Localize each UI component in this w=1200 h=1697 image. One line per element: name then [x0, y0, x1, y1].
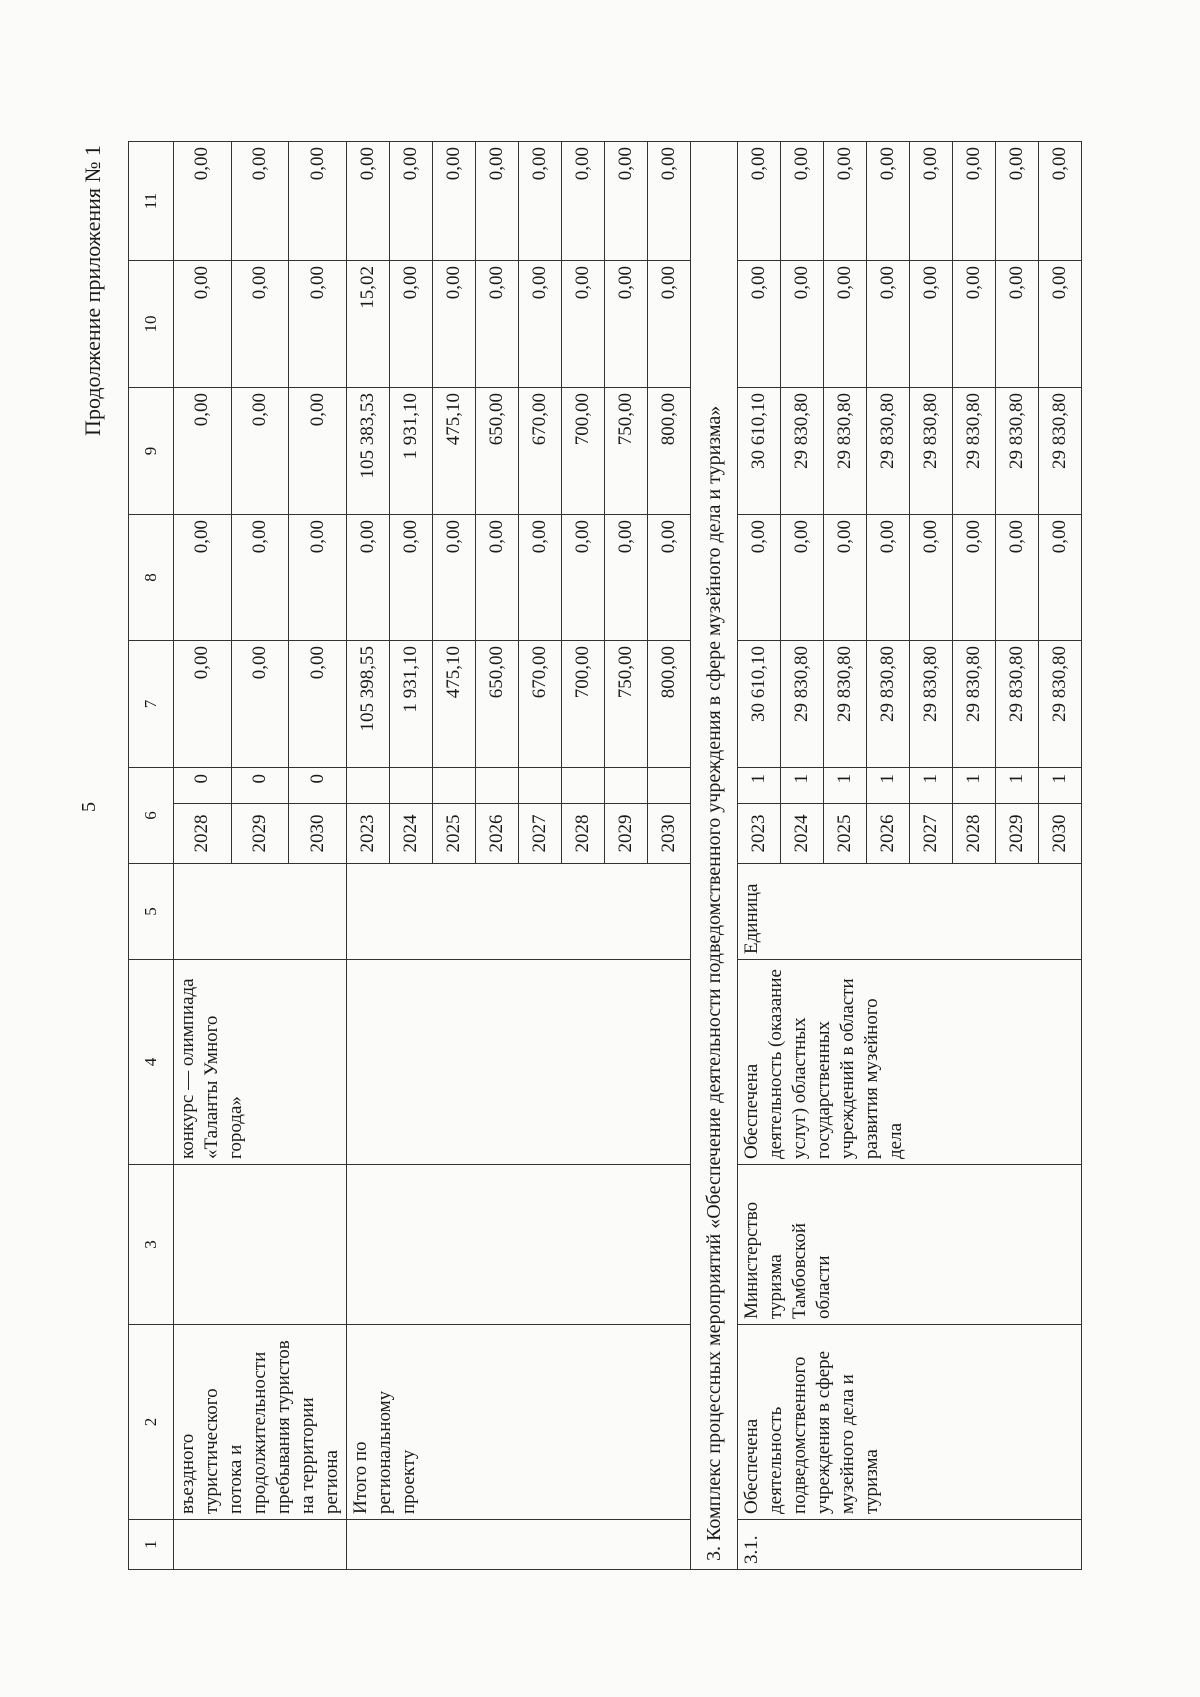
- federal-cell: 0,00: [867, 515, 910, 641]
- result-name-cell: въездного туристического потока и продолжительности пребывания туристов на территории региона: [174, 1325, 347, 1520]
- federal-cell: 0,00: [996, 515, 1039, 641]
- indicator-value-cell: 1: [1039, 768, 1082, 804]
- regional-cell: 29 830,80: [781, 388, 824, 515]
- total-cell: 30 610,10: [738, 641, 781, 768]
- indicator-value-cell: [433, 768, 476, 804]
- federal-cell: 0,00: [910, 515, 953, 641]
- col-header-4: 4: [129, 960, 174, 1165]
- municipal-cell: 0,00: [781, 261, 824, 388]
- col-header-1: 1: [129, 1520, 174, 1570]
- other-cell: 0,00: [174, 142, 232, 261]
- regional-cell: 750,00: [605, 388, 648, 515]
- regional-cell: 0,00: [289, 388, 347, 515]
- regional-cell: 650,00: [476, 388, 519, 515]
- page-number: 5: [78, 802, 100, 812]
- total-cell: 1 931,10: [390, 641, 433, 768]
- responsible-cell: Министерство туризма Тамбовской области: [738, 1165, 1082, 1325]
- regional-cell: 29 830,80: [824, 388, 867, 515]
- indicator-value-cell: 1: [953, 768, 996, 804]
- total-cell: 105 398,55: [347, 641, 390, 768]
- appendix-caption: Продолжение приложения № 1: [80, 145, 105, 436]
- regional-cell: 800,00: [648, 388, 691, 515]
- total-label-cell: Итого по региональному проекту: [347, 1325, 691, 1520]
- federal-cell: 0,00: [781, 515, 824, 641]
- year-cell: 2030: [648, 804, 691, 864]
- regional-cell: 30 610,10: [738, 388, 781, 515]
- municipal-cell: 0,00: [824, 261, 867, 388]
- indicator-value-cell: [562, 768, 605, 804]
- col-header-8: 8: [129, 515, 174, 641]
- indicator-value-cell: 0: [289, 768, 347, 804]
- federal-cell: 0,00: [519, 515, 562, 641]
- budget-table: [128, 141, 1082, 1570]
- year-cell: 2025: [824, 804, 867, 864]
- indicator-value-cell: 1: [910, 768, 953, 804]
- municipal-cell: 0,00: [231, 261, 289, 388]
- municipal-cell: 0,00: [738, 261, 781, 388]
- federal-cell: 0,00: [433, 515, 476, 641]
- municipal-cell: 0,00: [390, 261, 433, 388]
- federal-cell: 0,00: [174, 515, 232, 641]
- other-cell: 0,00: [738, 142, 781, 261]
- row-number-cell: [347, 1520, 691, 1570]
- municipal-cell: 0,00: [1039, 261, 1082, 388]
- year-cell: 2024: [781, 804, 824, 864]
- municipal-cell: 0,00: [476, 261, 519, 388]
- federal-cell: 0,00: [289, 515, 347, 641]
- year-cell: 2023: [738, 804, 781, 864]
- federal-cell: 0,00: [476, 515, 519, 641]
- year-cell: 2029: [996, 804, 1039, 864]
- regional-cell: 475,10: [433, 388, 476, 515]
- regional-cell: 29 830,80: [1039, 388, 1082, 515]
- event-description-cell: [347, 960, 691, 1165]
- other-cell: 0,00: [824, 142, 867, 261]
- other-cell: 0,00: [476, 142, 519, 261]
- other-cell: 0,00: [390, 142, 433, 261]
- event-description-cell: Обеспечена деятельность (оказание услуг) областных государственных учреждений в области развития музейного дела: [738, 960, 1082, 1165]
- total-cell: 750,00: [605, 641, 648, 768]
- responsible-cell: [347, 1165, 691, 1325]
- year-cell: 2028: [174, 804, 232, 864]
- federal-cell: 0,00: [824, 515, 867, 641]
- other-cell: 0,00: [231, 142, 289, 261]
- col-header-5: 5: [129, 864, 174, 960]
- municipal-cell: 0,00: [996, 261, 1039, 388]
- indicator-value-cell: [648, 768, 691, 804]
- total-cell: 475,10: [433, 641, 476, 768]
- federal-cell: 0,00: [953, 515, 996, 641]
- total-cell: 650,00: [476, 641, 519, 768]
- year-cell: 2026: [476, 804, 519, 864]
- total-cell: 29 830,80: [867, 641, 910, 768]
- other-cell: 0,00: [1039, 142, 1082, 261]
- regional-cell: 29 830,80: [910, 388, 953, 515]
- municipal-cell: 0,00: [648, 261, 691, 388]
- federal-cell: 0,00: [1039, 515, 1082, 641]
- total-cell: 0,00: [289, 641, 347, 768]
- indicator-value-cell: [390, 768, 433, 804]
- table-row: [174, 142, 232, 1570]
- total-cell: 800,00: [648, 641, 691, 768]
- other-cell: 0,00: [781, 142, 824, 261]
- col-header-11: 11: [129, 142, 174, 261]
- col-header-10: 10: [129, 261, 174, 388]
- federal-cell: 0,00: [390, 515, 433, 641]
- row-number-cell: [174, 1520, 347, 1570]
- year-cell: 2026: [867, 804, 910, 864]
- indicator-value-cell: 0: [174, 768, 232, 804]
- indicator-value-cell: [605, 768, 648, 804]
- other-cell: 0,00: [910, 142, 953, 261]
- col-header-6: 6: [129, 768, 174, 864]
- responsible-cell: [174, 1165, 347, 1325]
- year-cell: 2029: [605, 804, 648, 864]
- indicator-value-cell: [476, 768, 519, 804]
- regional-cell: 670,00: [519, 388, 562, 515]
- total-cell: 29 830,80: [953, 641, 996, 768]
- other-cell: 0,00: [519, 142, 562, 261]
- federal-cell: 0,00: [231, 515, 289, 641]
- indicator-value-cell: 1: [738, 768, 781, 804]
- year-cell: 2029: [231, 804, 289, 864]
- indicator-value-cell: 1: [867, 768, 910, 804]
- municipal-cell: 0,00: [910, 261, 953, 388]
- municipal-cell: 0,00: [289, 261, 347, 388]
- section-heading-row: [691, 142, 738, 1570]
- total-cell: 29 830,80: [910, 641, 953, 768]
- indicator-value-cell: 0: [231, 768, 289, 804]
- municipal-cell: 0,00: [174, 261, 232, 388]
- year-cell: 2030: [289, 804, 347, 864]
- municipal-cell: 0,00: [433, 261, 476, 388]
- regional-cell: 105 383,53: [347, 388, 390, 515]
- year-cell: 2025: [433, 804, 476, 864]
- municipal-cell: 0,00: [867, 261, 910, 388]
- year-cell: 2027: [910, 804, 953, 864]
- indicator-value-cell: 1: [996, 768, 1039, 804]
- col-header-9: 9: [129, 388, 174, 515]
- regional-cell: 29 830,80: [996, 388, 1039, 515]
- federal-cell: 0,00: [648, 515, 691, 641]
- other-cell: 0,00: [953, 142, 996, 261]
- other-cell: 0,00: [648, 142, 691, 261]
- total-cell: 29 830,80: [781, 641, 824, 768]
- regional-cell: 0,00: [231, 388, 289, 515]
- unit-cell: [174, 864, 347, 960]
- indicator-value-cell: 1: [824, 768, 867, 804]
- other-cell: 0,00: [433, 142, 476, 261]
- regional-cell: 29 830,80: [953, 388, 996, 515]
- regional-cell: 29 830,80: [867, 388, 910, 515]
- municipal-cell: 0,00: [519, 261, 562, 388]
- other-cell: 0,00: [347, 142, 390, 261]
- indicator-value-cell: [519, 768, 562, 804]
- regional-cell: 700,00: [562, 388, 605, 515]
- other-cell: 0,00: [867, 142, 910, 261]
- municipal-cell: 0,00: [953, 261, 996, 388]
- event-description-cell: конкурс — олимпиада «Таланты Умного города»: [174, 960, 347, 1165]
- regional-cell: 0,00: [174, 388, 232, 515]
- result-name-cell: Обеспечена деятельность подведомственного учреждения в сфере музейного дела и туризма: [738, 1325, 1082, 1520]
- municipal-cell: 0,00: [562, 261, 605, 388]
- total-cell: 29 830,80: [1039, 641, 1082, 768]
- column-number-row: [129, 142, 174, 1570]
- other-cell: 0,00: [996, 142, 1039, 261]
- other-cell: 0,00: [289, 142, 347, 261]
- year-cell: 2027: [519, 804, 562, 864]
- section-title: 3. Комплекс процессных мероприятий «Обеспечение деятельности подведомственного учреждения в сфере музейного дела и туризма»: [691, 142, 738, 1570]
- unit-cell: Единица: [738, 864, 1082, 960]
- federal-cell: 0,00: [347, 515, 390, 641]
- federal-cell: 0,00: [605, 515, 648, 641]
- total-cell: 0,00: [174, 641, 232, 768]
- unit-cell: [347, 864, 691, 960]
- total-cell: 0,00: [231, 641, 289, 768]
- col-header-2: 2: [129, 1325, 174, 1520]
- col-header-7: 7: [129, 641, 174, 768]
- total-cell: 29 830,80: [996, 641, 1039, 768]
- table-row: [347, 142, 390, 1570]
- total-cell: 700,00: [562, 641, 605, 768]
- indicator-value-cell: 1: [781, 768, 824, 804]
- federal-cell: 0,00: [562, 515, 605, 641]
- indicator-value-cell: [347, 768, 390, 804]
- year-cell: 2030: [1039, 804, 1082, 864]
- regional-cell: 1 931,10: [390, 388, 433, 515]
- col-header-3: 3: [129, 1165, 174, 1325]
- federal-cell: 0,00: [738, 515, 781, 641]
- other-cell: 0,00: [605, 142, 648, 261]
- other-cell: 0,00: [562, 142, 605, 261]
- row-number-cell: 3.1.: [738, 1520, 1082, 1570]
- year-cell: 2028: [562, 804, 605, 864]
- municipal-cell: 0,00: [605, 261, 648, 388]
- table-row: [738, 142, 781, 1570]
- year-cell: 2024: [390, 804, 433, 864]
- total-cell: 670,00: [519, 641, 562, 768]
- municipal-cell: 15,02: [347, 261, 390, 388]
- total-cell: 29 830,80: [824, 641, 867, 768]
- year-cell: 2023: [347, 804, 390, 864]
- year-cell: 2028: [953, 804, 996, 864]
